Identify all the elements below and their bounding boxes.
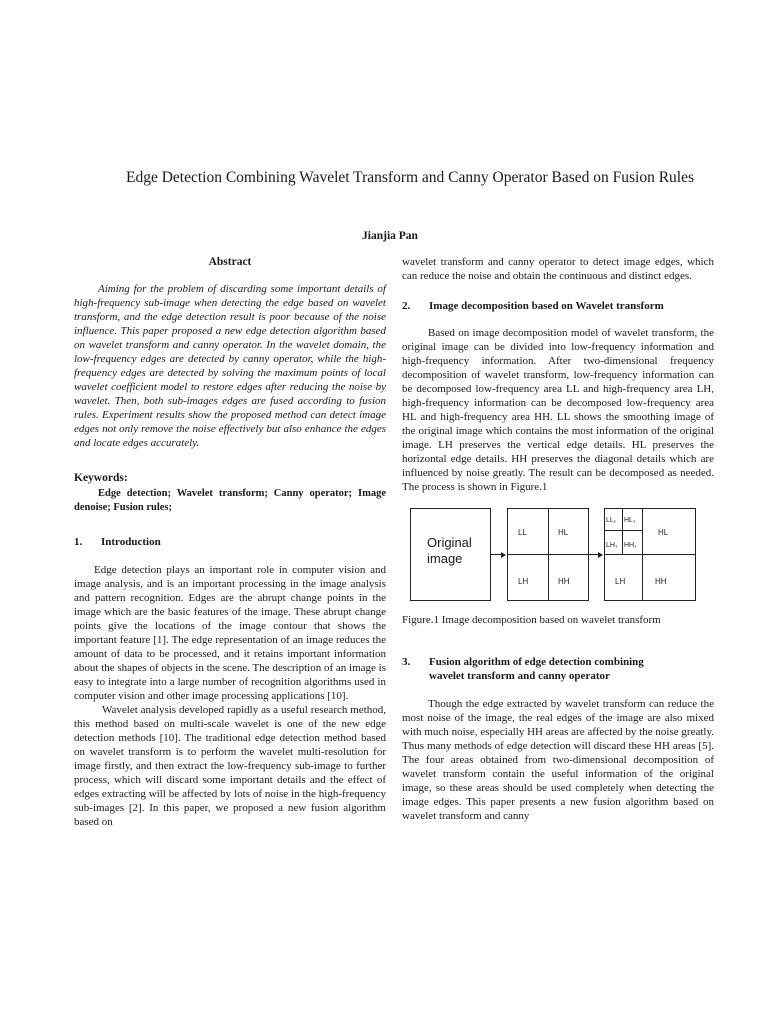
level2-hh-label: HH xyxy=(655,577,667,586)
section1-heading xyxy=(74,535,386,549)
level1-lh-label: LH xyxy=(518,577,529,586)
section2-heading xyxy=(402,299,714,313)
section2-number: 2. xyxy=(402,300,411,312)
section2-title: Image decomposition based on Wavelet transform xyxy=(429,300,664,312)
right-column xyxy=(402,255,714,823)
abstract-heading: Abstract xyxy=(208,256,252,268)
figure1-diagram xyxy=(402,508,698,601)
level2-lh1-label: LH₁ xyxy=(606,542,618,549)
section1-paragraph2: Wavelet analysis developed rapidly as a useful research method, this method based on multi-scale wavelet is one of the new edge detection methods [10]. The traditional edge detection method based on wavelet transform is to perform the wavelet multi-resolution for image firstly, and then extract the low-frequency sub-image to further process, which will discard some important details and the effect of edges extracting will be affected by lots of noise in the high-frequency sub-images [2]. In this paper, we proposed a new fusion algorithm based on xyxy=(74,704,386,828)
level2-hh1-label: HH₁ xyxy=(624,542,637,549)
level2-hl1-label: HL₁ xyxy=(624,517,636,524)
level1-hl-label: HL xyxy=(558,528,569,537)
level2-ll1-label: LL₁ xyxy=(606,517,617,524)
original-label-line1: Original xyxy=(427,535,472,550)
original-image-box xyxy=(410,508,491,601)
level1-hh-label: HH xyxy=(558,577,570,586)
author-name: Jianjia Pan xyxy=(362,230,418,242)
section1-paragraph2-continued: wavelet transform and canny operator to detect image edges, which can reduce the noise and obtain the continuous and distinct edges. xyxy=(402,256,714,282)
level2-sub-vline xyxy=(622,508,623,554)
level1-vline xyxy=(548,508,549,601)
figure1-caption: Figure.1 Image decomposition based on wavelet transform xyxy=(402,614,661,626)
keywords-text: Edge detection; Wavelet transform; Canny operator; Image denoise; Fusion rules; xyxy=(74,488,386,513)
level1-ll-label: LL xyxy=(518,528,527,537)
section3-title-line2: wavelet transform and canny operator xyxy=(429,670,610,682)
arrow2-line xyxy=(589,554,598,555)
section2-paragraph1: Based on image decomposition model of wavelet transform, the original image can be divided into low-frequency information and high-frequency information. After two-dimensional frequency decomposition of wavelet transform, low-frequency information can be decomposed low-frequency area LL and high-frequency area LH, high-frequency information can be decomposed low-frequency area HL and high-frequency area HH. LL shows the smoothing image of the original image which contains the most information of the original image. LH preserves the vertical edge details. HL preserves the horizontal edge details. HH preserves the diagonal details which are influenced by noise greatly. The result can be decomposed as needed. The process is shown in Figure.1 xyxy=(402,327,714,493)
original-label-line2: image xyxy=(427,551,463,566)
section3-paragraph1: Though the edge extracted by wavelet transform can reduce the most noise of the image, the real edges of the image are also mixed with much noise, especially HH areas are affected by the noise greatly. Thus many methods of edge detection will discard these HH areas [5]. The four areas obtained from two-dimensional decomposition of wavelet transform contain the useful information of the original image, so these areas should be used completely when detecting the image edges. This paper presents a new fusion algorithm based on wavelet transform and canny xyxy=(402,698,714,822)
level2-lh-label: LH xyxy=(615,577,626,586)
arrow1-line xyxy=(491,554,501,555)
section3-number: 3. xyxy=(402,656,411,668)
arrow2-head xyxy=(598,552,603,558)
section1-paragraph1: Edge detection plays an important role in computer vision and image analysis, and is an important processing in the image analysis and pattern recognition. Edges are the abrupt change points in the image which are the basic features of the image. These abrupt change points give the locations of the image contour that shows the important feature [1]. The edge representation of an image reduces the amount of data to be processed, and it retains important information about the shapes of objects in the scene. The description of an image is easy to integrate into a large number of recognition algorithms used in computer vision and other image processing applications [10]. xyxy=(74,564,386,702)
arrow1-head xyxy=(501,552,506,558)
keywords-label: Keywords: xyxy=(74,472,128,484)
level2-hl-label: HL xyxy=(658,528,669,537)
section3-title xyxy=(429,655,644,683)
section1-title: Introduction xyxy=(101,536,161,548)
level2-sub-hline xyxy=(604,530,642,531)
section3-title-line1: Fusion algorithm of edge detection combining xyxy=(429,656,644,668)
paper-title: Edge Detection Combining Wavelet Transform and Canny Operator Based on Fusion Rules xyxy=(125,169,694,186)
abstract-text: Aiming for the problem of discarding some important details of high-frequency sub-image when detecting the edge based on wavelet transform, and the edge detection result is poor because of the noise influence. This paper proposed a new edge detection algorithm based on wavelet transform and canny operator. In the wavelet domain, the low-frequency edges are detected by canny operator, while the high-frequency edges are detected by solving the maximum points of local wavelet coefficient model to restore edges after reducing the noise by wavelet. Then, both sub-images edges are fused according to fusion rules. Experiment results show the proposed method can detect image edges not only remove the noise effectively but also enhance the edges and locate edges accurately. xyxy=(74,283,386,449)
original-image-label xyxy=(427,535,472,567)
level2-vline xyxy=(642,508,643,601)
left-column xyxy=(74,255,386,829)
section1-number: 1. xyxy=(74,536,83,548)
section3-heading xyxy=(402,655,714,683)
level2-hline xyxy=(604,554,696,555)
